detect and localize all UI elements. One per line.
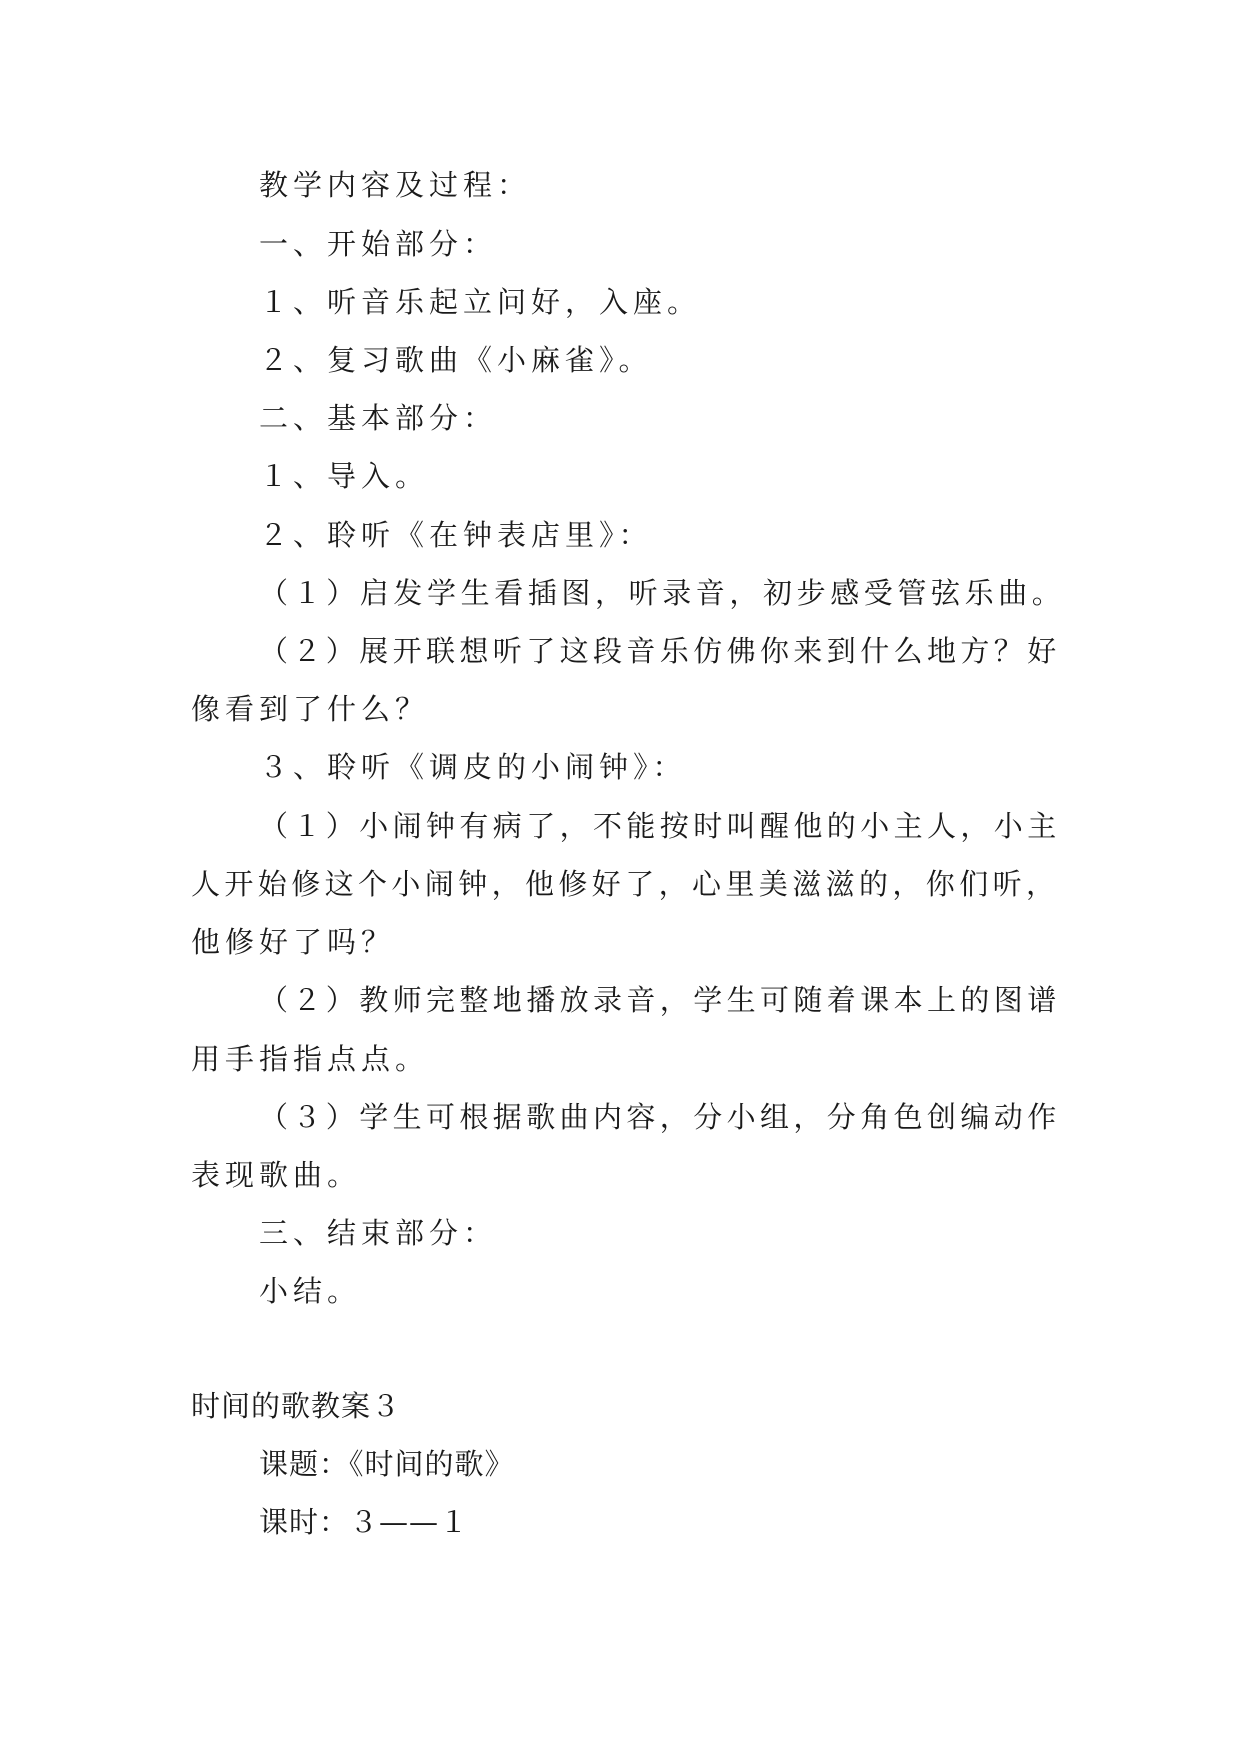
part-three-heading: 三、结束部分： (259, 1216, 498, 1250)
text-line: 像看到了什么？ (191, 692, 430, 726)
text-line: 小结。 (259, 1274, 362, 1308)
text-line: （１）小闹钟有病了，不能按时叫醒他的小主人，小主 (259, 809, 1061, 843)
section-title: 时间的歌教案３ (191, 1389, 402, 1423)
process-heading: 教学内容及过程： (259, 168, 532, 202)
lesson-topic: 课题：《时间的歌》 (259, 1447, 515, 1481)
part-one-heading: 一、开始部分： (259, 227, 498, 261)
lesson-period: 课时：３——１ (259, 1505, 470, 1539)
text-line: １、导入。 (259, 459, 430, 493)
text-line: （１）启发学生看插图，听录音，初步感受管弦乐曲。 (259, 576, 1066, 610)
text-line: ３、聆听《调皮的小闹钟》： (259, 750, 687, 784)
text-line: （２）教师完整地播放录音，学生可随着课本上的图谱 (259, 983, 1061, 1017)
text-line: （３）学生可根据歌曲内容，分小组，分角色创编动作 (259, 1100, 1061, 1134)
text-line: 表现歌曲。 (191, 1158, 362, 1192)
text-line: １、听音乐起立问好，入座。 (259, 285, 702, 319)
text-line: （２）展开联想听了这段音乐仿佛你来到什么地方？好 (259, 634, 1061, 668)
part-two-heading: 二、基本部分： (259, 401, 498, 435)
text-line: 他修好了吗？ (191, 925, 396, 959)
text-line: 人开始修这个小闹钟，他修好了，心里美滋滋的，你们听， (191, 867, 1060, 901)
text-line: ２、复习歌曲《小麻雀》。 (259, 343, 653, 377)
text-line: 用手指指点点。 (191, 1042, 430, 1076)
text-line: ２、聆听《在钟表店里》： (259, 518, 653, 552)
